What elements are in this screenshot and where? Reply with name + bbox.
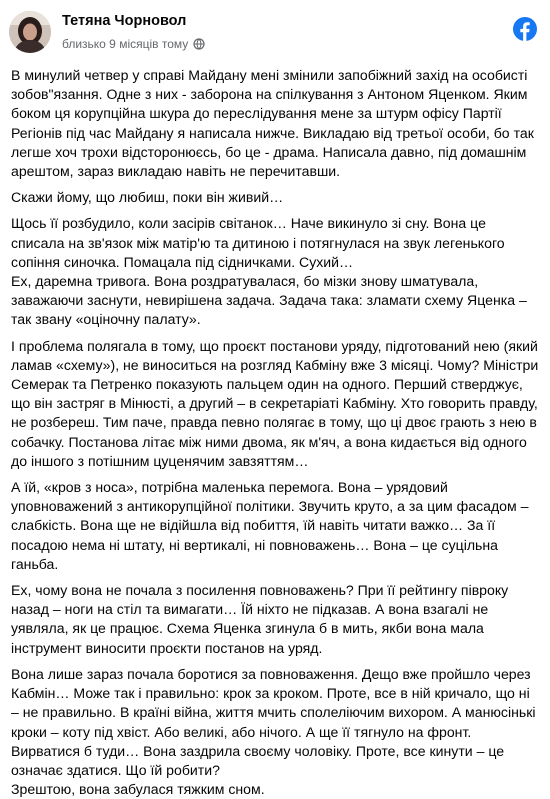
- avatar[interactable]: [9, 11, 51, 53]
- avatar-image: [9, 11, 51, 53]
- post-paragraph: Зрештою, вона забулася тяжким сном.: [11, 781, 265, 798]
- post-paragraph: Скажи йому, що любиш, поки він живий…: [11, 189, 284, 206]
- timestamp-text[interactable]: близько 9 місяців тому: [62, 37, 189, 51]
- post-paragraph: А їй, «кров з носа», потрібна маленька перемога. Вона – урядовий уповноважений з антикорупційної політики. Звучить круто, а за цим фасадом – слабкість. Вона ще не відійшла від побиття, їй навіть читати важко… За її посадою нема ні штату, ні вертикалі, ні повноважень… Вона – це суцільна ганьба.: [11, 479, 533, 572]
- post-timestamp: [62, 37, 205, 51]
- post-paragraph: В минулий четвер у справі Майдану мені змінили запобіжний захід на особисті зобов"язання. Одне з них - заборона на спілкування з Антоном Яценком. Яким боком ця корупційна шкура до переслідування мене за штурм офісу Партії Регіонів під час Майдану я написала нижче. Викладаю від третьої особи, бо так легше хоч трохи відсторонюєсь, бо це - драма. Написала давно, під домашнім арештом, зараз викладаю навіть не перечитавши.: [11, 67, 538, 180]
- post-paragraph: Щось її розбудило, коли засірів світанок… Наче викинуло зі сну. Вона це списала на зв'язок між матір'ю та дитиною і потягнулася на звук легенького сопіння синочка. Помацала під сідничками. Сухий… Ех, даремна тривога. Вона роздратувалася, бо мізки знову шматувала, заважаючи заснути, невирішена задача. Задача така: зламати схему Яценка – так звану «оціночну палату».: [11, 215, 527, 328]
- post-body: [11, 66, 541, 799]
- post-paragraph: Ех, чому вона не почала з посилення повноважень? При її рейтингу півроку назад – ноги на стіл та вимагати… Їй ніхто не підказав. А вона взагалі не уявляла, як це працює. Схема Яценка згинула б в мить, якби вона мала інструмент виносити проєкти постанов на уряд.: [11, 582, 513, 656]
- post-paragraph: Вона лише зараз почала боротися за повноваження. Дещо вже пройшло через Кабмін… Може так і правильно: крок за кроком. Проте, все в ній кричало, що ні – не правильно. В країні війна, життя мчить сполеліючим вихором. А манюсінькі кроки – коту під хвіст. Або великі, або нічого. А ще її тягнуло на фронт. Вирватися б туди… Вона заздрила своєму чоловіку. Проте, все кинути – це означає здатися. Що їй робити?: [11, 665, 540, 778]
- author-name[interactable]: Тетяна Чорновол: [62, 13, 187, 29]
- facebook-logo-icon[interactable]: [513, 17, 537, 41]
- globe-icon: [193, 38, 205, 50]
- post-paragraph: І проблема полягала в тому, що проєкт постанови уряду, підготований нею (який ламав «схему»), не виноситься на розгляд Кабміну вже 3 місяці. Чому? Міністри Семерак та Петренко показують пальцем один на одного. Перший стверджує, що він застряг в Мінюсті, а другий – в секретаріаті Кабміну. Хто говорить правду, не розбереш. Тим паче, правда певно полягає в тому, що ці двоє грають з нею в собачку. Постанова літає між ними двома, як м'яч, а вона кидається від одного до іншого з потішним цуценячим завзяттям…: [11, 337, 543, 469]
- post-header: [0, 0, 550, 62]
